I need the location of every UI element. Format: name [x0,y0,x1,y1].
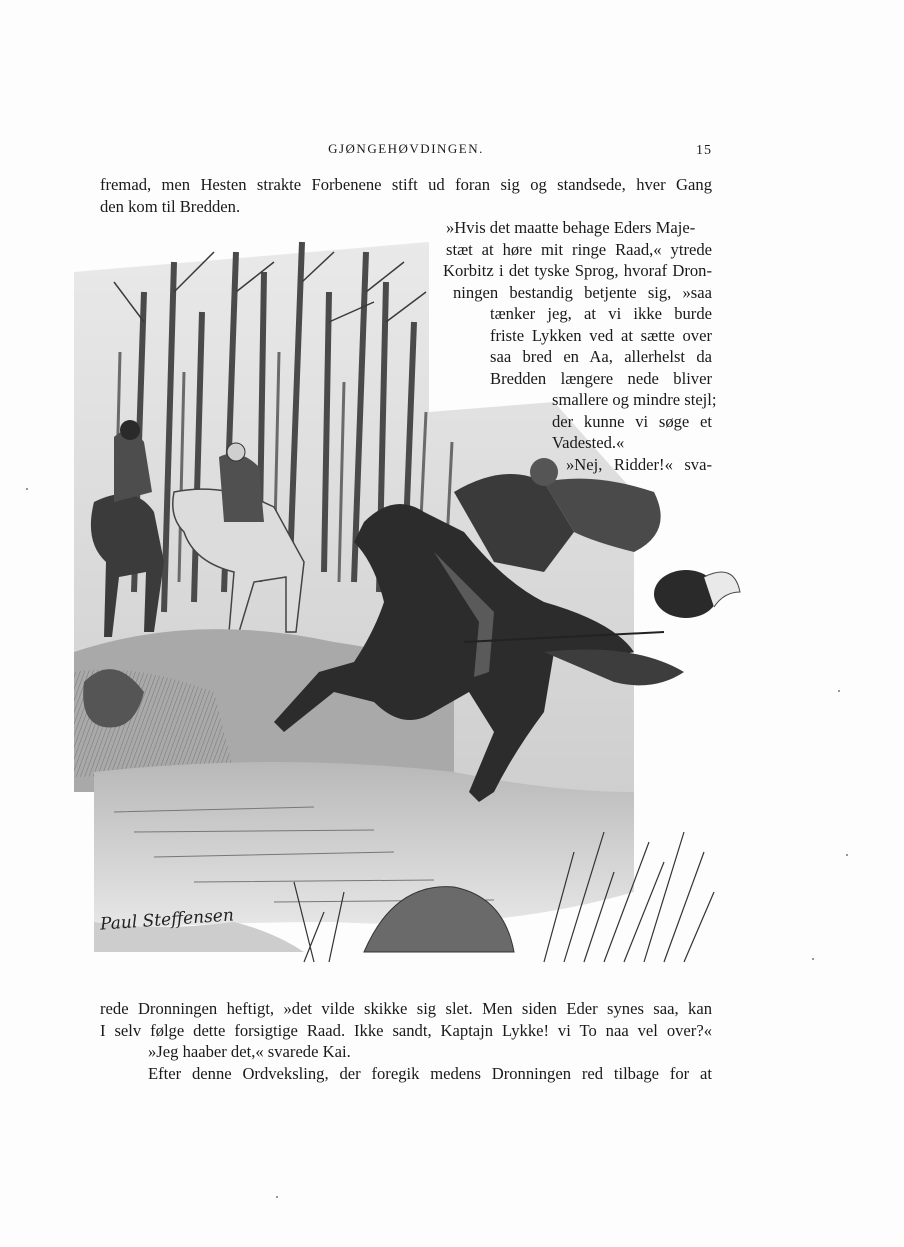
text-line: tænker jeg, at vi ikke burde [490,304,712,323]
text-line: Vadested.« [552,433,625,452]
paragraph-3 [100,998,712,1084]
text-line: ningen bestandig betjente sig, »saa [453,282,712,302]
text-line: den kom til Bredden. [100,196,241,216]
text-line: »Nej, Ridder!« sva- [566,454,712,474]
page-number: 15 [696,143,712,158]
paper-speck [276,1196,278,1198]
text-line: »Jeg haaber det,« svarede Kai. [148,1042,351,1061]
running-title: GJØNGEHØVDINGEN. [328,141,484,156]
illustrator-signature: Paul Steffensen [99,905,235,935]
paper-speck [838,690,840,692]
text-line: saa bred en Aa, allerhelst da [490,347,712,366]
text-line: Korbitz i det tyske Sprog, hvoraf Dron- [443,261,712,280]
paper-speck [26,488,28,490]
text-line: der kunne vi søge et [552,411,712,431]
paper-speck [846,854,848,856]
text-line: Bredden længere nede bliver [490,368,712,388]
running-head [100,141,712,161]
text-line: stæt at høre mit ringe Raad,« ytrede [446,239,712,259]
paragraph-1 [100,174,712,217]
text-line: smallere og mindre stejl; [552,390,717,409]
flying-hat [654,570,740,618]
text-line: »Hvis det maatte behage Eders Maje- [446,218,696,237]
text-line: Efter denne Ordveksling, der foregik medens Dronningen red tilbage for at [148,1063,712,1083]
text-line: friste Lykken ved at sætte over [490,325,712,345]
paper-speck [812,958,814,960]
text-line: fremad, men Hesten strakte Forbenene stift ud foran sig og standsede, hver Gang [100,175,712,194]
text-line: rede Dronningen heftigt, »det vilde skikke sig slet. Men siden Eder synes saa, kan [100,999,712,1018]
text-line: I selv følge dette forsigtige Raad. Ikke sandt, Kaptajn Lykke! vi To naa vel over?« [100,1020,712,1040]
